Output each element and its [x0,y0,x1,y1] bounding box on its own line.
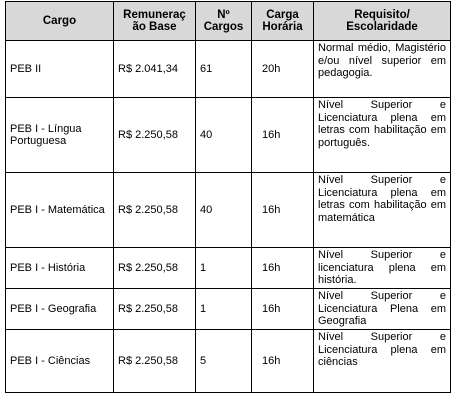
positions-table-wrapper [5,1,450,393]
header-requisito [314,2,451,41]
cell-num-cargos: 1 [196,289,252,330]
table-row [6,289,451,330]
cell-cargo: PEB I - Língua Portuguesa [6,98,114,173]
cell-cargo: PEB I - Ciências [6,330,114,393]
cell-cargo: PEB I - História [6,248,114,289]
cell-carga-horaria: 16h [252,248,314,289]
header-num-cargos [196,2,252,41]
table-header-row [6,2,451,41]
header-remuneracao-line2: ão Base [132,21,177,33]
header-remuneracao [114,2,196,41]
table-row [6,173,451,248]
cell-remuneracao: R$ 2.250,58 [114,330,196,393]
cell-num-cargos: 1 [196,248,252,289]
cell-cargo: PEB II [6,41,114,98]
cell-num-cargos: 40 [196,98,252,173]
cell-carga-horaria: 16h [252,289,314,330]
cell-remuneracao: R$ 2.250,58 [114,289,196,330]
positions-table [5,1,451,393]
cell-remuneracao: R$ 2.250,58 [114,173,196,248]
cell-num-cargos: 61 [196,41,252,98]
cell-requisito: Nível Superior e licenciatura plena em história. [314,248,451,289]
cell-carga-horaria: 20h [252,41,314,98]
table-row [6,248,451,289]
header-remuneracao-line1: Remuneraç [123,8,186,21]
cell-requisito: Nível Superior e Licenciatura Plena em Geografia [314,289,451,330]
cell-requisito: Normal médio, Magistério e/ou nível superior em pedagogia. [314,41,451,98]
cell-num-cargos: 5 [196,330,252,393]
cell-carga-horaria: 16h [252,330,314,393]
cell-remuneracao: R$ 2.250,58 [114,98,196,173]
cell-remuneracao: R$ 2.041,34 [114,41,196,98]
header-requisito-line1: Requisito/ [354,8,410,21]
header-num-cargos-line1: Nº [217,8,230,21]
cell-carga-horaria: 16h [252,173,314,248]
header-carga-line1: Carga [266,8,299,21]
cell-requisito: Nível Superior e Licenciatura plena em letras com habilitação em português. [314,98,451,173]
table-row [6,98,451,173]
table-row [6,330,451,393]
header-requisito-line2: Escolaridade [346,21,418,33]
header-carga-horaria [252,2,314,41]
cell-carga-horaria: 16h [252,98,314,173]
header-cargo: Cargo [6,2,114,41]
cell-remuneracao: R$ 2.250,58 [114,248,196,289]
cell-requisito: Nível Superior e Licenciatura plena em letras com habilitação em matemática [314,173,451,248]
table-row [6,41,451,98]
header-carga-line2: Horária [262,21,303,33]
cell-cargo: PEB I - Geografia [6,289,114,330]
cell-cargo: PEB I - Matemática [6,173,114,248]
cell-requisito: Nível Superior e Licenciatura plena em ciências [314,330,451,393]
header-num-cargos-line2: Cargos [203,21,244,33]
cell-num-cargos: 40 [196,173,252,248]
